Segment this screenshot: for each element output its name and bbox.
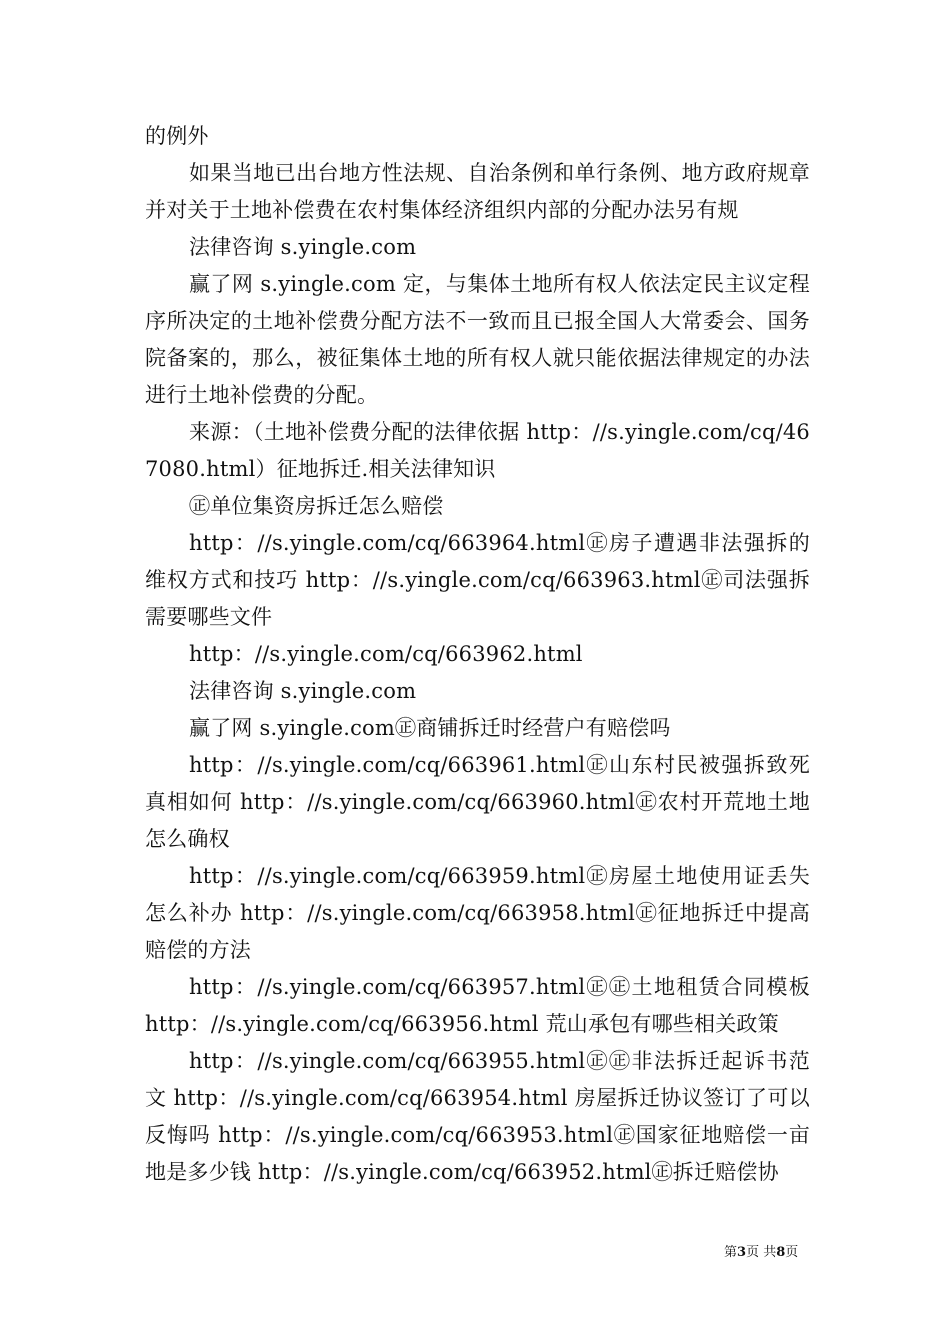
paragraph: http：//s.yingle.com/cq/663962.html xyxy=(189,642,583,666)
paragraph: 法律咨询 s.yingle.com xyxy=(189,235,417,259)
total-page-count: 8 xyxy=(776,1245,786,1260)
paragraph: 赢了网 s.yingle.com 定，与集体土地所有权人依法定民主议定程序所决定的土地补偿费分配方法不一致而且已报全国人大常委会、国务院备案的，那么，被征集体土地的所有权人就只能依据法律规定的办法进行土地补偿费的分配。 xyxy=(145,272,810,407)
footer-middle: 页 共 xyxy=(746,1245,777,1260)
paragraph: http：//s.yingle.com/cq/663964.html㊣房子遭遇非法强拆的维权方式和技巧 http：//s.yingle.com/cq/663963.html㊣司法强拆需要哪些文件 xyxy=(145,531,810,629)
paragraph: http：//s.yingle.com/cq/663959.html㊣房屋土地使用证丢失怎么补办 http：//s.yingle.com/cq/663958.html㊣征地拆迁中提高赔偿的方法 xyxy=(145,864,810,962)
paragraph: 法律咨询 s.yingle.com xyxy=(189,679,417,703)
paragraph: http：//s.yingle.com/cq/663957.html㊣㊣土地租赁合同模板 http：//s.yingle.com/cq/663956.html 荒山承包有哪些相关政策 xyxy=(145,975,810,1036)
paragraph: 如果当地已出台地方性法规、自治条例和单行条例、地方政府规章并对关于土地补偿费在农村集体经济组织内部的分配办法另有规 xyxy=(145,161,810,222)
current-page-number: 3 xyxy=(737,1245,747,1260)
page-number-footer xyxy=(724,1244,798,1262)
paragraph: ㊣单位集资房拆迁怎么赔偿 xyxy=(189,494,444,518)
document-body xyxy=(145,118,810,1191)
paragraph: http：//s.yingle.com/cq/663955.html㊣㊣非法拆迁起诉书范文 http：//s.yingle.com/cq/663954.html 房屋拆迁协议签订了可以反悔吗 http：//s.yingle.com/cq/663953.html㊣国家征地赔偿一亩地是多少钱 http：//s.yingle.com/cq/663952.html㊣拆迁赔偿协 xyxy=(145,1049,810,1184)
footer-suffix: 页 xyxy=(785,1245,799,1260)
paragraph: 赢了网 s.yingle.com㊣商铺拆迁时经营户有赔偿吗 xyxy=(189,716,671,740)
footer-prefix: 第 xyxy=(724,1245,738,1260)
paragraph: 的例外 xyxy=(145,124,209,148)
paragraph: http：//s.yingle.com/cq/663961.html㊣山东村民被强拆致死真相如何 http：//s.yingle.com/cq/663960.html㊣农村开荒地土地怎么确权 xyxy=(145,753,810,851)
paragraph: 来源：（土地补偿费分配的法律依据 http：//s.yingle.com/cq/467080.html）征地拆迁.相关法律知识 xyxy=(145,420,810,481)
